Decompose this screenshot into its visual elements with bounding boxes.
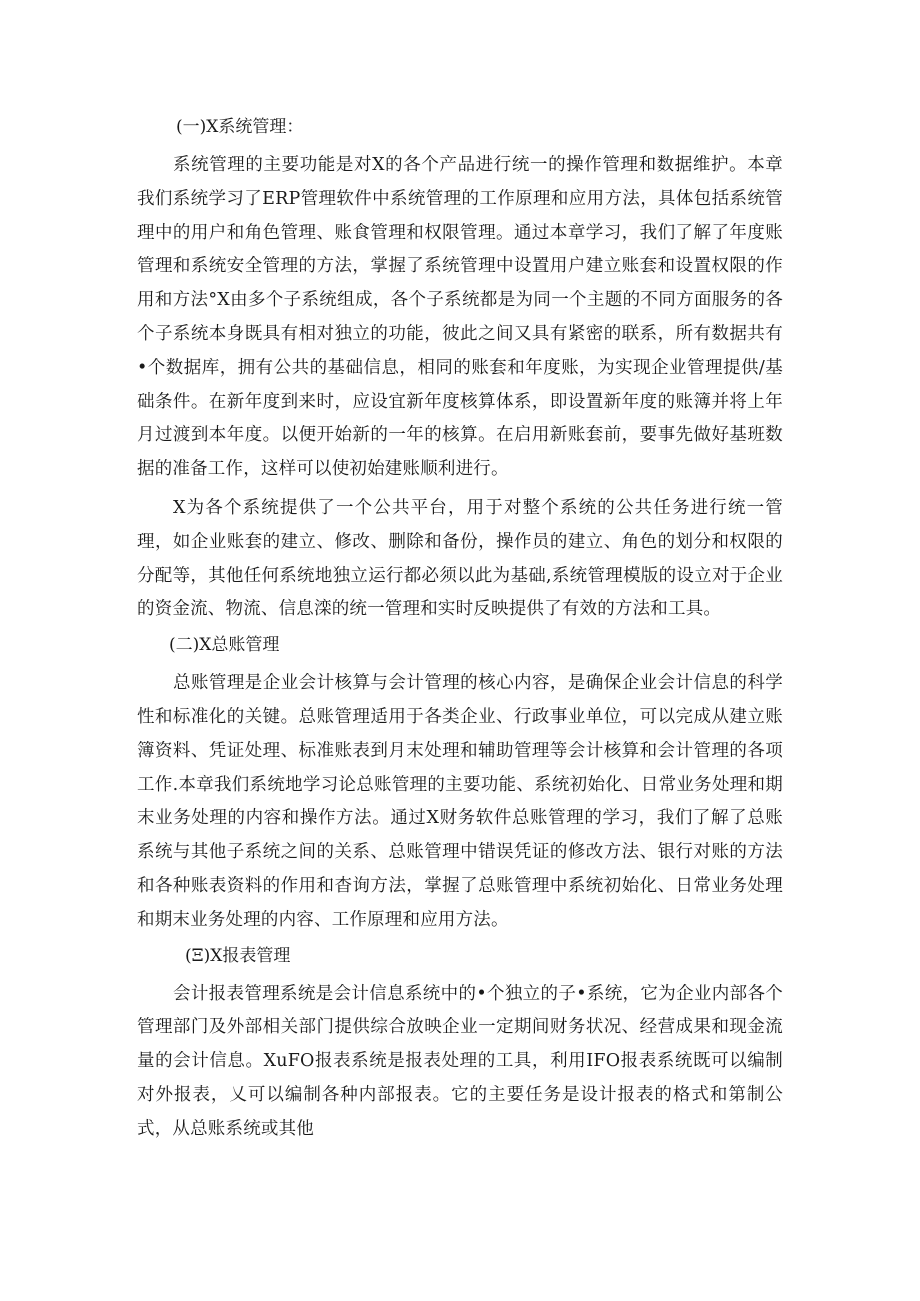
paragraph: X为各个系统提供了一个公共平台，用于对整个系统的公共任务进行统一管理，如企业账套的建立、修改、删除和备份，操作员的建立、角色的划分和权限的分配等，其他任何系统地独立运行都必须以此为基础,系统管理模版的设立对于企业的资金流、物流、信息滦的统一管理和实时反映提供了有效的方法和工具。 — [137, 497, 783, 620]
section-heading-report-management: (Ξ)X报表管理 — [185, 945, 291, 966]
section-heading-system-management: (一)X系统管理： — [176, 117, 304, 137]
paragraph: 会计报表管理系统是会计信息系统中的•个独立的子•系统，它为企业内部各个管理部门及外部相关部门提供综合放映企业一定期间财务状况、经营成果和现金流量的会计信息。XuFO报表系统是报表处理的工具，利用IFO报表系统既可以编制对外报表，乂可以编制各种内部报表。它的主要任务是设计报表的格式和第制公式，从总账系统或其他 — [137, 983, 783, 1139]
paragraph: 总账管理是企业会计核算与会计管理的核心内容，是确保企业会计信息的科学性和标准化的关键。总账管理适用于各类企业、行政事业单位，可以完成从建立账簿资料、凭证处理、标准账表到月末处理和辅助管理等会计核算和会计管理的各项工作.本章我们系统地学习论总账管理的主要功能、系统初始化、日常业务处理和期末业务处理的内容和操作方法。通过X财务软件总账管理的学习，我们了解了总账系统与其他子系统之间的关系、总账管理中错误凭证的修改方法、银行对账的方法和各种账表资料的作用和杳询方法，掌握了总账管理中系统初始化、日常业务处理和期末业务处理的内容、工作原理和应用方法。 — [137, 673, 783, 930]
document-body — [137, 114, 783, 1152]
paragraph: 系统管理的主要功能是对X的各个产品进行统一的操作管理和数据维护。本章我们系统学习了ERP管理软件中系统管理的工作原理和应用方法，具体包括系统管理中的用户和角色管理、账食管理和权限管理。通过本章学习，我们了解了年度账管理和系统安全管理的方法，掌握了系统管理中设置用户建立账套和设置权限的作用和方法°X由多个子系统组成，各个子系统都是为同一个主题的不同方面服务的各个子系统本身既具有相对独立的功能，彼此之间又具有紧密的联系，所有数据共有•个数据库，拥有公共的基础信息，相同的账套和年度账，为实现企业管理提供/基础条件。在新年度到来时，应设宜新年度核算体系，即设置新年度的账簿并将上年月过渡到本年度。以便开始新的一年的核算。在启用新账套前，要事先做好基班数据的准备工作，这样可以使初始建账顺利进行。 — [137, 155, 783, 480]
section-heading-general-ledger: (二)X总账管理 — [169, 635, 280, 656]
